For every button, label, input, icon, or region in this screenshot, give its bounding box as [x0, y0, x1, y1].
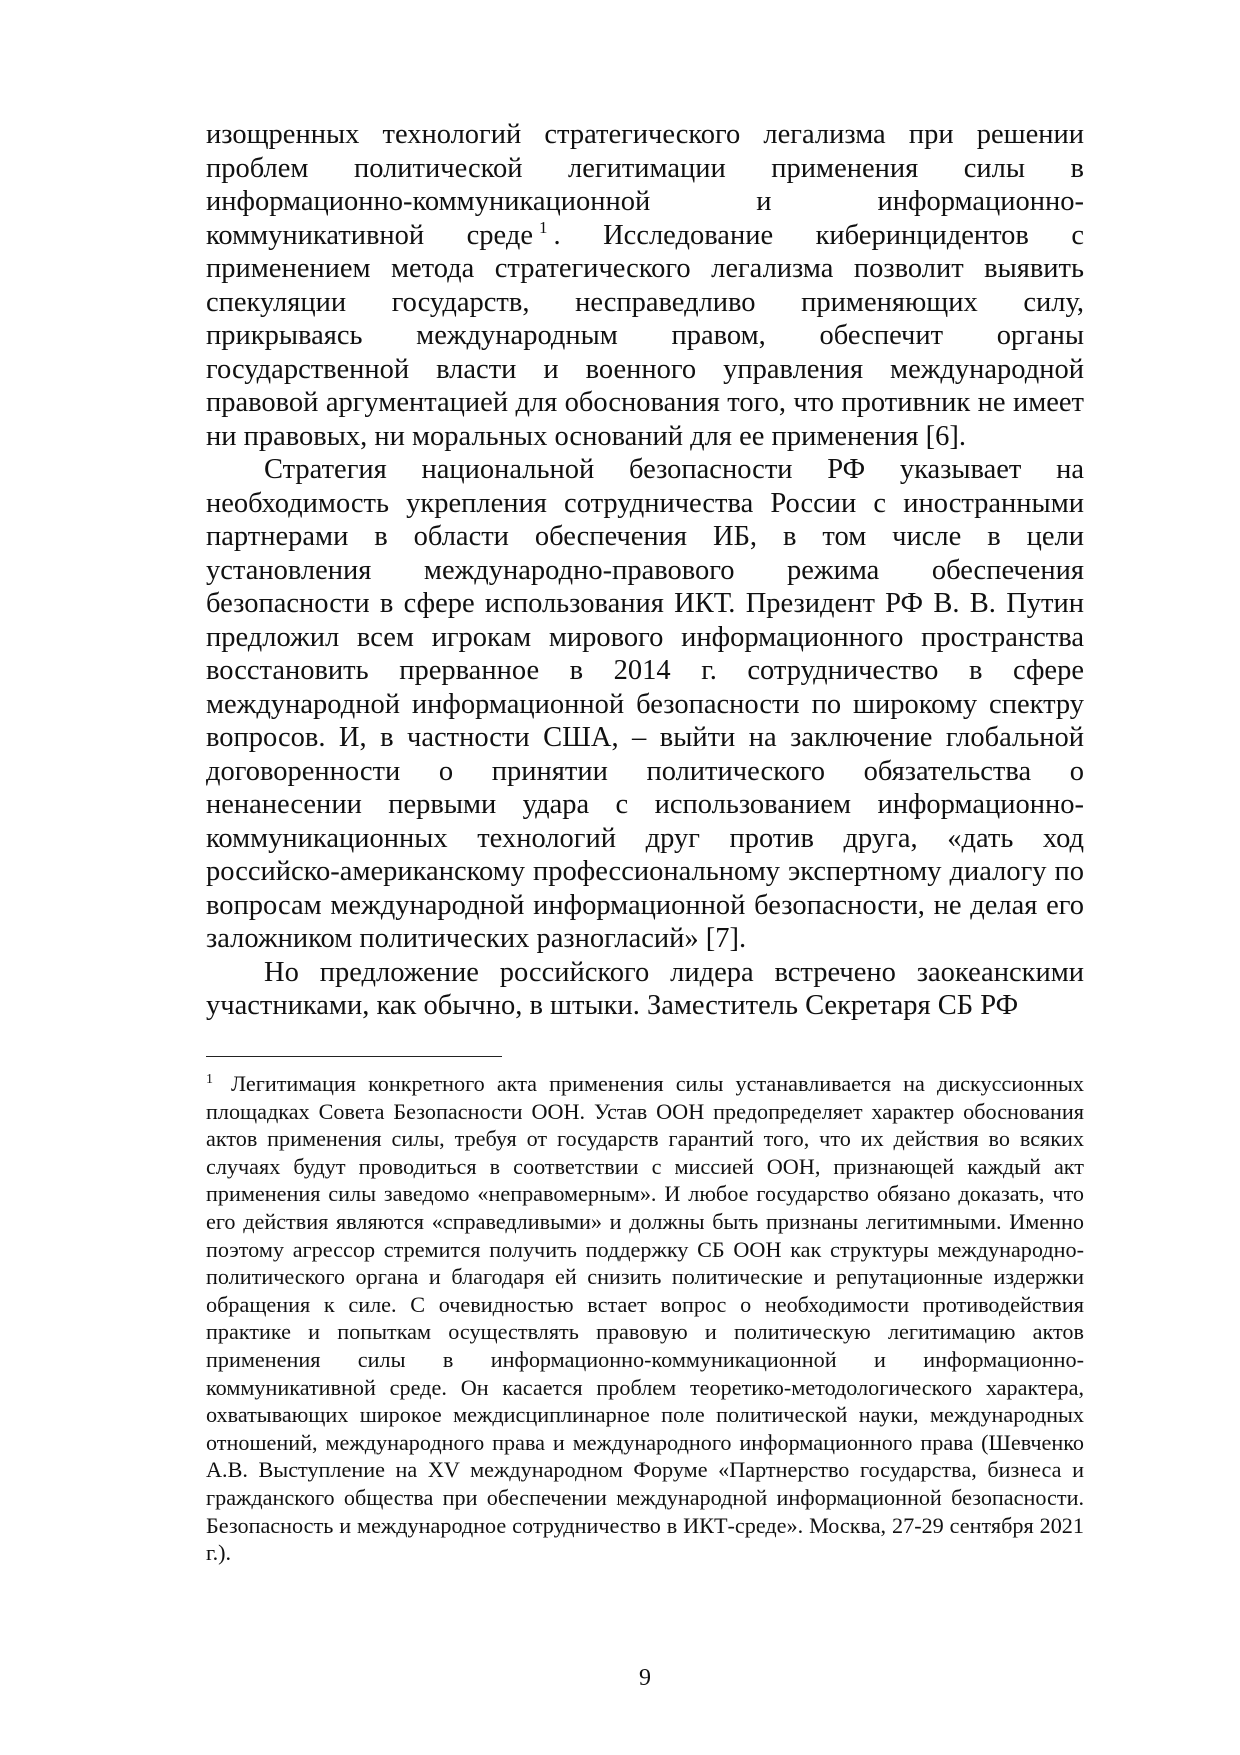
footnote	[206, 1070, 1084, 1567]
page-number: 9	[639, 1665, 651, 1691]
paragraph-1-text-start: изощренных технологий стратегического легализма при решении проблем политической легитимации применения силы в информационно-коммуникационной и информационно-коммуникативной среде	[206, 119, 1084, 251]
paragraph-1	[206, 118, 1084, 453]
footnote-reference[interactable]: 1	[538, 218, 548, 237]
footnote-separator	[206, 1056, 502, 1057]
paragraph-3: Но предложение российского лидера встречено заокеанскими участниками, как обычно, в штыки. Заместитель Секретаря СБ РФ	[206, 956, 1084, 1021]
paragraph-2: Стратегия национальной безопасности РФ указывает на необходимость укрепления сотрудничества России с иностранными партнерами в области обеспечения ИБ, в том числе в цели установления международно-правового режима обеспечения безопасности в сфере использования ИКТ. Президент РФ В. В. Путин предложил всем игрокам мирового информационного пространства восстановить прерванное в 2014 г. сотрудничество в сфере международной информационной безопасности по широкому спектру вопросов. И, в частности США, – выйти на заключение глобальной договоренности о принятии политического обязательства о ненанесении первыми удара с использованием информационно-коммуникационных технологий друг против друга, «дать ход российско-американскому профессиональному экспертному диалогу по вопросам международной информационной безопасности, не делая его заложником политических разногласий» [7].	[206, 454, 1084, 954]
paragraph-1-text-end: . Исследование киберинцидентов с применением метода стратегического легализма позволит выявить спекуляции государств, несправедливо применяющих силу, прикрываясь международным правом, обеспечит органы государственной власти и военного управления международной правовой аргументацией для обоснования того, что противник не имеет ни правовых, ни моральных оснований для ее применения [6].	[206, 219, 1085, 452]
footnote-marker: 1	[206, 1071, 213, 1087]
footnote-text: Легитимация конкретного акта применения силы устанавливается на дискуссионных площадках Совета Безопасности ООН. Устав ООН предопределяет характер обоснования актов применения силы, требуя от государств гарантий того, что их действия во всяких случаях будут проводиться в соответствии с миссией ООН, признающей каждый акт применения силы заведомо «неправомерным». И любое государство обязано доказать, что его действия являются «справедливыми» и должны быть признаны легитимными. Именно поэтому агрессор стремится получить поддержку СБ ООН как структуры международно-политического органа и благодаря ей снизить политические и репутационные издержки обращения к силе. С очевидностью встает вопрос о необходимости противодействия практике и попыткам осуществлять правовую и политическую легитимацию актов применения силы в информационно-коммуникационной и информационно-коммуникативной среде. Он касается проблем теоретико-методологического характера, охватывающих широкое междисциплинарное поле политической науки, международных отношений, международного права и международного информационного права (Шевченко А.В. Выступление на XV международном Форуме «Партнерство государства, бизнеса и гражданского общества при обеспечении международной информационной безопасности. Безопасность и международное сотрудничество в ИКТ-среде». Москва, 27-29 сентября 2021 г.).	[206, 1071, 1084, 1566]
main-text	[206, 118, 1084, 1023]
